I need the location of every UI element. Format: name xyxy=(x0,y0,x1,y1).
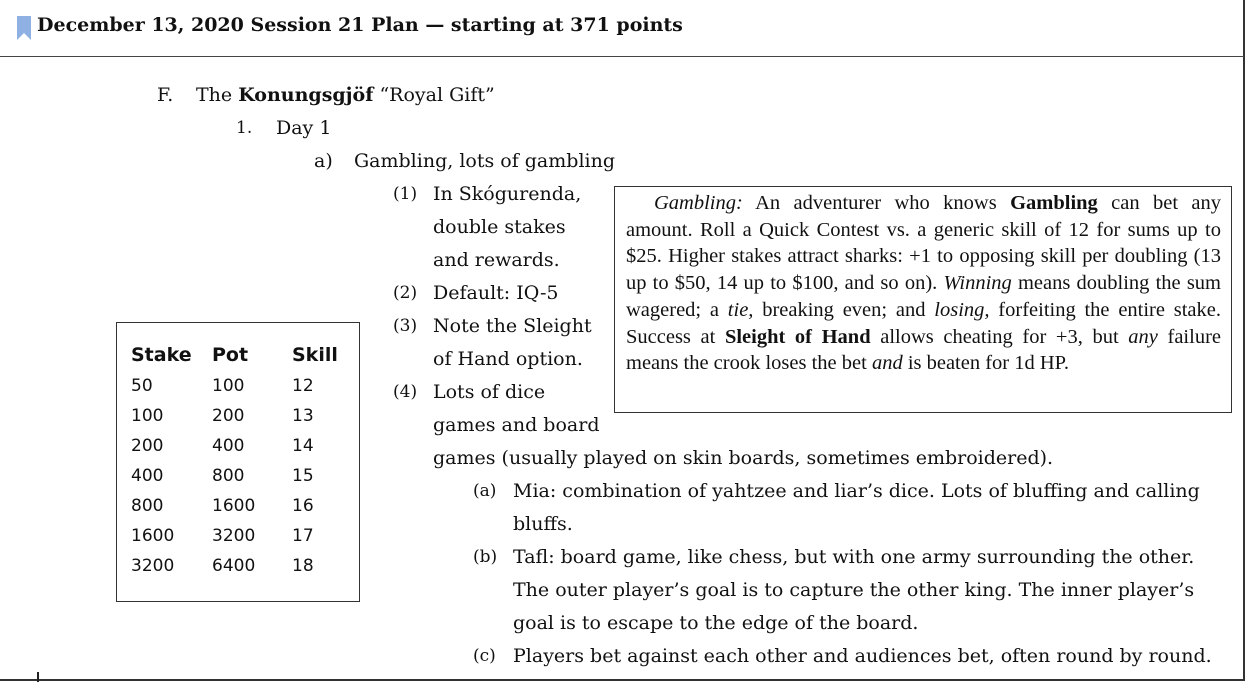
table-cell: 13 xyxy=(292,406,314,426)
table-row xyxy=(131,371,342,401)
table-cell: 100 xyxy=(131,406,164,426)
table-row xyxy=(131,521,342,551)
gambling-rules-box xyxy=(614,186,1232,413)
outline-item-day1: Day 1 xyxy=(276,117,332,139)
table-cell: 14 xyxy=(292,436,314,456)
table-cell: 1600 xyxy=(131,526,175,546)
table-cell: 16 xyxy=(292,496,314,516)
table-cell: 12 xyxy=(292,376,314,396)
outline-item-sa-line: Mia: combination of yahtzee and liar’s dice. Lots of bluffing and calling xyxy=(513,480,1200,502)
table-cell: 400 xyxy=(212,436,245,456)
outline-item-sb-line: The outer player’s goal is to capture the other king. The inner player’s xyxy=(513,579,1195,601)
table-cell: 50 xyxy=(131,376,153,396)
gambling-text: can bet any amount. Roll a Quick Contest vs. a generic skill of 12 for sums up to $25. Higher stakes attract sharks: +1 to opposing skill per doubling (13 up to $50, 14 up to $100, and so on). xyxy=(626,192,1222,295)
document-header xyxy=(0,0,1244,57)
outline-item-f-prefix: The xyxy=(196,84,239,106)
gambling-italic: any xyxy=(1128,325,1158,348)
table-cell: 200 xyxy=(131,436,164,456)
outline-marker-sc: (c) xyxy=(473,646,496,666)
outline-item-n4-line: games and board xyxy=(433,414,600,436)
outline-marker-n1: (1) xyxy=(393,184,418,204)
table-row xyxy=(131,551,342,581)
table-header-cell: Skill xyxy=(292,343,338,366)
outline-marker-n2: (2) xyxy=(393,283,418,303)
gambling-text: An adventurer who knows xyxy=(742,192,1011,214)
outline-item-n1-line: and rewards. xyxy=(433,249,560,271)
table-cell: 800 xyxy=(212,466,245,486)
outline-item-n2: Default: IQ-5 xyxy=(433,282,559,304)
gambling-text: is beaten for 1d HP. xyxy=(902,352,1069,375)
table-cell: 18 xyxy=(292,556,314,576)
outline-item-f xyxy=(196,79,495,112)
gambling-text: means doubling the sum wagered; a xyxy=(626,272,1222,321)
outline-marker-1: 1. xyxy=(236,118,253,138)
table-cell: 100 xyxy=(212,376,245,396)
table-cell: 17 xyxy=(292,526,314,546)
gambling-text: breaking even; and xyxy=(753,298,935,321)
stake-table xyxy=(131,338,342,581)
outline-item-n1-line: double stakes xyxy=(433,216,566,238)
gambling-bold: Gambling xyxy=(1010,192,1098,214)
table-header-cell: Pot xyxy=(212,343,249,366)
gambling-italic: and xyxy=(871,352,903,375)
outline-item-gambling: Gambling, lots of gambling xyxy=(354,150,615,172)
gambling-italic: Winning xyxy=(943,272,1012,295)
bookmark-icon[interactable] xyxy=(17,16,31,40)
gambling-text: allows cheating for +3, but xyxy=(870,325,1129,348)
table-header-cell: Stake xyxy=(131,343,192,366)
outline-marker-f: F. xyxy=(157,84,174,106)
outline-item-sa-line: bluffs. xyxy=(513,513,573,535)
gambling-text: forfeiting the entire stake. Success at xyxy=(626,298,1222,348)
outline-item-n3-line: Note the Sleight xyxy=(433,315,592,337)
gambling-italic: tie, xyxy=(727,298,754,321)
table-cell: 800 xyxy=(131,496,164,516)
gambling-term: Gambling: xyxy=(654,192,743,214)
stake-table-box xyxy=(116,322,360,602)
table-cell: 200 xyxy=(212,406,245,426)
table-cell: 400 xyxy=(131,466,164,486)
outline-marker-sb: (b) xyxy=(473,547,498,567)
outline-item-n3-line: of Hand option. xyxy=(433,348,583,370)
table-cell: 3200 xyxy=(212,526,256,546)
outline-marker-n4: (4) xyxy=(393,382,418,402)
outline-item-sb-line: Tafl: board game, like chess, but with one army surrounding the other. xyxy=(513,546,1195,568)
table-cell: 3200 xyxy=(131,556,175,576)
outline-marker-sa: (a) xyxy=(473,481,497,501)
outline-item-f-bold: Konungsgjöf xyxy=(238,84,374,106)
gambling-bold: Sleight of Hand xyxy=(724,325,871,348)
outline-item-n4-line: Lots of dice xyxy=(433,381,546,403)
outline-marker-a: a) xyxy=(314,150,333,172)
table-header-row xyxy=(131,338,342,371)
table-row xyxy=(131,461,342,491)
outline-marker-n3: (3) xyxy=(393,316,418,336)
text-cursor xyxy=(37,672,39,682)
outline-item-f-suffix: “Royal Gift” xyxy=(373,84,495,106)
table-cell: 1600 xyxy=(212,496,256,516)
gambling-text: failure means the crook loses the bet xyxy=(626,325,1221,375)
outline-item-sb-line: goal is to escape to the edge of the board. xyxy=(513,612,919,634)
table-cell: 15 xyxy=(292,466,314,486)
outline-item-n4-line: games (usually played on skin boards, sometimes embroidered). xyxy=(433,447,1054,469)
table-row xyxy=(131,491,342,521)
gambling-italic: losing, xyxy=(934,298,990,321)
outline-item-n1-line: In Skógurenda, xyxy=(433,183,582,205)
table-cell: 6400 xyxy=(212,556,256,576)
outline-item-sc: Players bet against each other and audiences bet, often round by round. xyxy=(513,645,1212,667)
table-row xyxy=(131,401,342,431)
page-title: December 13, 2020 Session 21 Plan — starting at 371 points xyxy=(37,14,683,36)
table-row xyxy=(131,431,342,461)
